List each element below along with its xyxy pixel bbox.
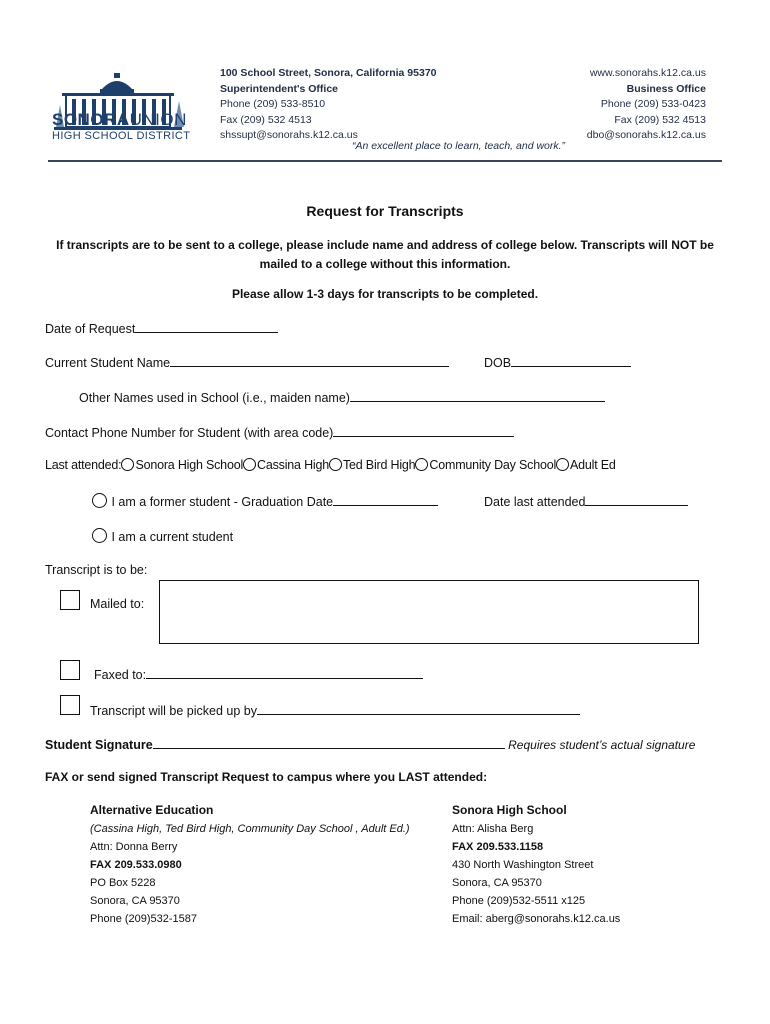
- date-of-request-label: Date of Request: [45, 322, 136, 336]
- header-divider: [48, 160, 722, 162]
- former-student-row: [92, 493, 438, 509]
- form-title: Request for Transcripts: [306, 203, 464, 219]
- superintendent-fax: Fax (209) 532 4513: [220, 113, 312, 126]
- date-last-attended-field[interactable]: [585, 493, 688, 506]
- sonora-high-name: Sonora High School: [452, 803, 567, 817]
- signature-field[interactable]: [153, 736, 505, 749]
- alt-ed-fax: FAX 209.533.0980: [90, 859, 182, 871]
- school-option-ted-bird-high: Ted Bird High: [342, 458, 416, 472]
- sonora-high-contact: [452, 800, 620, 928]
- mailing-address-field[interactable]: [159, 580, 699, 644]
- sonora-high-fax: FAX 209.533.1158: [452, 841, 544, 853]
- graduation-date-field[interactable]: [333, 493, 438, 506]
- business-fax: Fax (209) 532 4513: [614, 113, 706, 126]
- date-of-request-row: [45, 320, 278, 336]
- mailed-checkbox[interactable]: [60, 590, 80, 610]
- pickup-label: Transcript will be picked up by: [90, 704, 257, 718]
- superintendent-email: shssupt@sonorahs.k12.ca.us: [220, 129, 358, 141]
- dob-row: [484, 354, 631, 370]
- other-names-row: [79, 389, 605, 405]
- sonora-high-address1: 430 North Washington Street: [452, 859, 594, 871]
- sonora-high-attn: Attn: Alisha Berg: [452, 823, 534, 835]
- business-phone: Phone (209) 533-0423: [600, 98, 706, 110]
- faxed-to-label: Faxed to:: [94, 668, 147, 682]
- signature-label: Student Signature: [45, 738, 153, 752]
- other-names-field[interactable]: [350, 389, 605, 402]
- alt-ed-name: Alternative Education: [90, 803, 214, 817]
- contact-phone-row: [45, 424, 514, 440]
- school-option-cassina-high: Cassina High: [257, 458, 329, 472]
- faxed-to-row: [94, 666, 423, 682]
- contact-phone-field[interactable]: [333, 424, 514, 437]
- district-address: 100 School Street, Sonora, California 95370: [220, 67, 437, 79]
- student-name-label: Current Student Name: [45, 356, 171, 370]
- radio-adult-ed[interactable]: [556, 458, 569, 471]
- business-office-label: Business Office: [626, 82, 706, 95]
- last-attended-label: Last attended:: [45, 458, 122, 472]
- transcript-is-to-be-label: Transcript is to be:: [45, 563, 148, 577]
- tagline: “An excellent place to learn, teach, and work.”: [352, 140, 566, 152]
- fax-number-field[interactable]: [146, 666, 423, 679]
- radio-current-student[interactable]: [92, 528, 107, 543]
- date-last-attended-label: Date last attended: [484, 495, 586, 509]
- fax-instructions: FAX or send signed Transcript Request to campus where you LAST attended:: [45, 770, 488, 784]
- former-student-label: I am a former student - Graduation Date: [111, 495, 334, 509]
- business-contact: [587, 66, 706, 144]
- pickup-checkbox[interactable]: [60, 695, 80, 715]
- dob-label: DOB: [484, 356, 512, 370]
- alt-ed-phone: Phone (209)532-1587: [90, 913, 198, 925]
- intro-text: If transcripts are to be sent to a college, please include name and address of college below. Transcripts will NOT be mailed to a college without this information.: [56, 238, 714, 271]
- radio-ted-bird-high[interactable]: [329, 458, 342, 471]
- alt-ed-address2: Sonora, CA 95370: [90, 895, 180, 907]
- superintendent-phone: Phone (209) 533-8510: [220, 98, 326, 110]
- logo-subtitle: HIGH SCHOOL DISTRICT: [52, 130, 191, 142]
- pickup-person-field[interactable]: [257, 702, 580, 715]
- radio-community-day[interactable]: [415, 458, 428, 471]
- signature-note: Requires student’s actual signature: [508, 738, 696, 752]
- alt-ed-contact: [90, 800, 410, 928]
- allow-notice: Please allow 1-3 days for transcripts to be completed.: [231, 287, 539, 301]
- date-of-request-field[interactable]: [135, 320, 278, 333]
- radio-former-student[interactable]: [92, 493, 107, 508]
- superintendent-contact: [220, 66, 437, 144]
- sonora-high-phone: Phone (209)532-5511 x125: [452, 895, 586, 907]
- contact-phone-label: Contact Phone Number for Student (with area code): [45, 426, 334, 440]
- signature-row: [45, 736, 695, 752]
- faxed-checkbox[interactable]: [60, 660, 80, 680]
- school-option-community-day: Community Day School: [429, 458, 557, 472]
- student-name-field[interactable]: [170, 354, 449, 367]
- school-option-adult-ed: Adult Ed: [570, 458, 616, 472]
- current-student-label: I am a current student: [111, 530, 234, 544]
- sonora-high-email: Email: aberg@sonorahs.k12.ca.us: [452, 913, 621, 925]
- current-student-row: [92, 528, 233, 544]
- alt-ed-attn: Attn: Donna Berry: [90, 841, 178, 853]
- sonora-high-address2: Sonora, CA 95370: [452, 877, 542, 889]
- other-names-label: Other Names used in School (i.e., maiden name): [79, 391, 350, 405]
- superintendent-office-label: Superintendent's Office: [220, 82, 339, 95]
- dob-field[interactable]: [511, 354, 631, 367]
- pickup-row: [90, 702, 580, 718]
- logo-wordmark: SONORAUNION: [52, 110, 187, 129]
- district-website: www.sonorahs.k12.ca.us: [589, 67, 706, 79]
- last-attended-row: [45, 458, 616, 472]
- radio-cassina-high[interactable]: [243, 458, 256, 471]
- school-option-sonora-high: Sonora High School: [135, 458, 244, 472]
- business-email: dbo@sonorahs.k12.ca.us: [586, 129, 706, 141]
- radio-sonora-high[interactable]: [121, 458, 134, 471]
- student-name-row: [45, 354, 449, 370]
- mailed-to-label: Mailed to:: [90, 597, 145, 611]
- alt-ed-schools: (Cassina High, Ted Bird High, Community Day School , Adult Ed.): [90, 823, 410, 835]
- alt-ed-address1: PO Box 5228: [90, 877, 156, 889]
- date-last-attended-row: [484, 493, 688, 509]
